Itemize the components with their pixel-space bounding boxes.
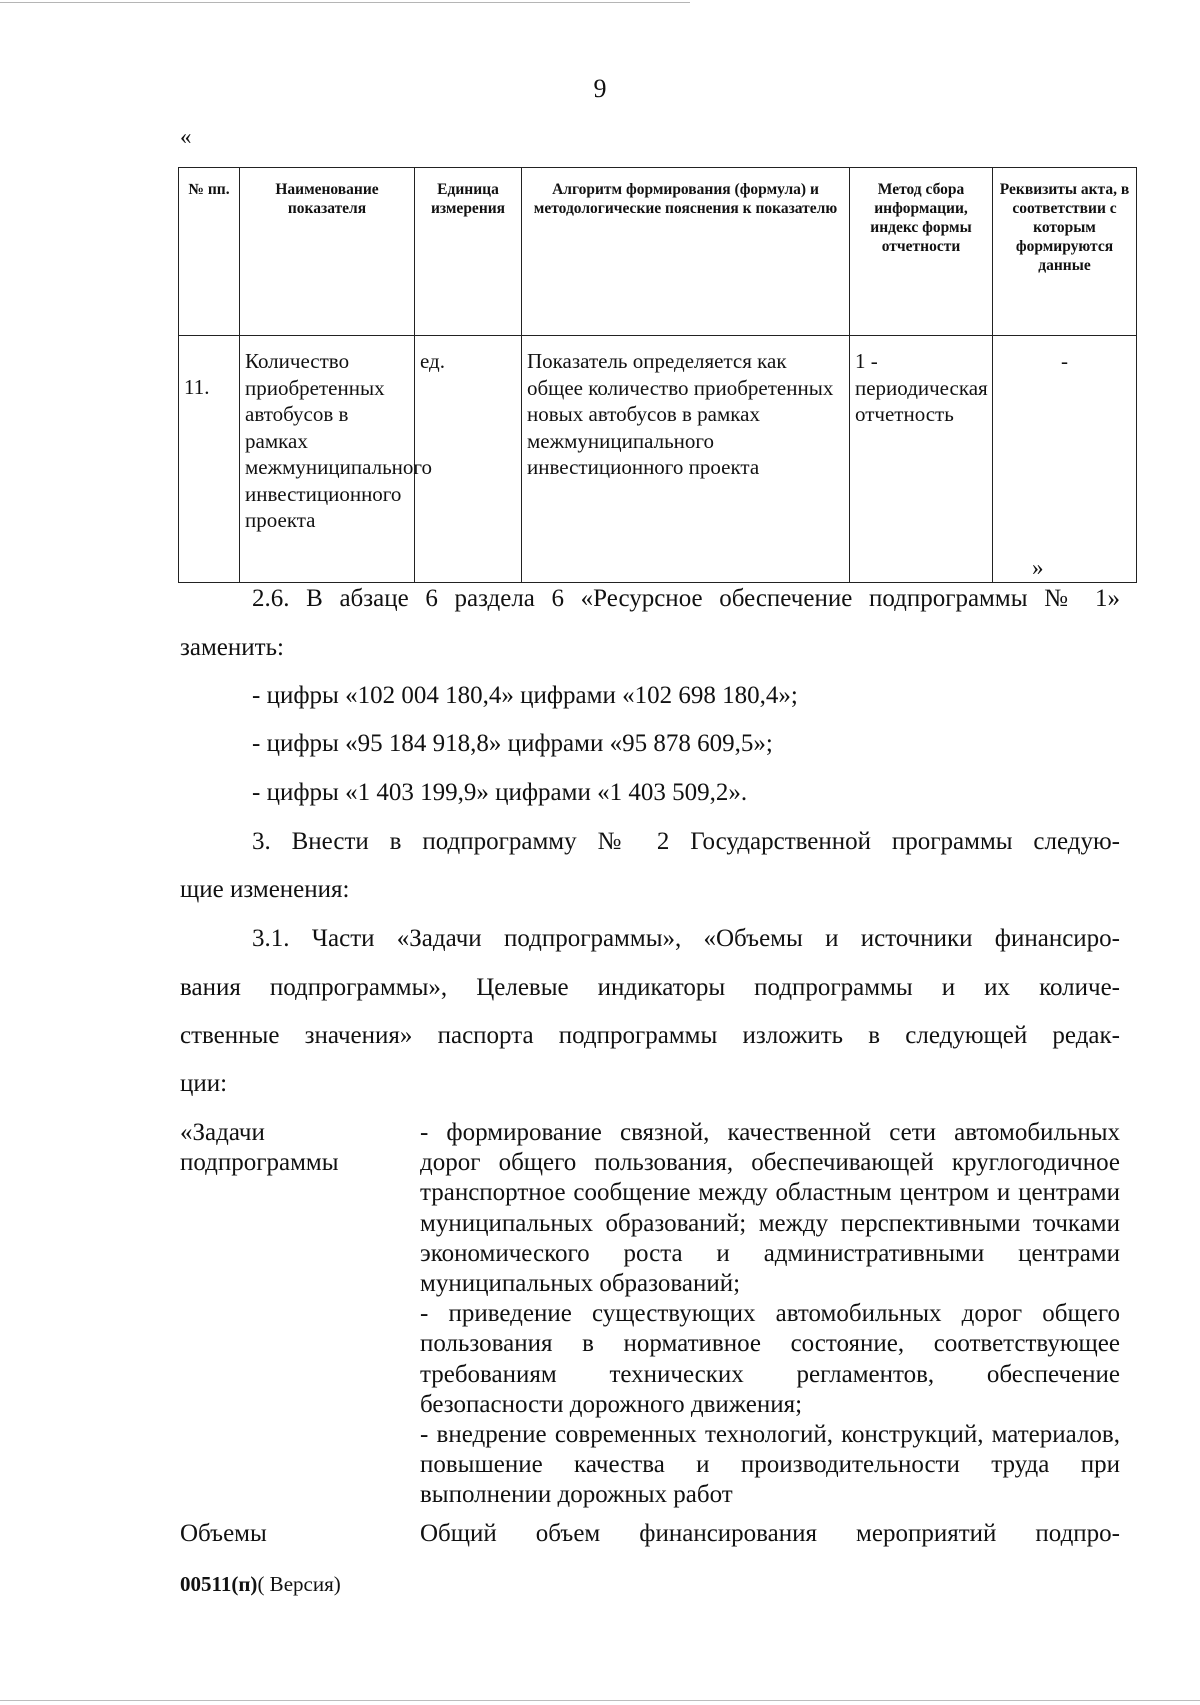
indicator-table (178, 167, 1137, 583)
passport-row-tasks (180, 1118, 1120, 1511)
paragraph-2-6-line2: заменить: (180, 634, 284, 661)
header-unit: Единица измерения (415, 168, 522, 336)
cell-algorithm: Показатель определяется как общее количество приобретенных новых автобусов в рамках межмуниципального инвестиционного проекта (522, 336, 850, 583)
document-version: ( Версия) (257, 1572, 341, 1596)
passport-label-tasks: «Задачи подпрограммы (180, 1119, 339, 1177)
passport-label-volume: Объемы (180, 1519, 267, 1547)
passport-section (180, 1118, 1120, 1549)
task-item: - приведение существующих автомобильных дорог общего пользования в нормативное состояние, соответствующее требованиям технических регламентов, обеспечение безопасности дорожного движения; (420, 1300, 1120, 1418)
paragraph-3-line1: 3. Внести в подпрограмму № 2 Государственной программы следую- (252, 828, 1120, 855)
paragraph-3-line2: щие изменения: (180, 876, 350, 903)
cell-method: 1 - периодическая отчетность (850, 336, 993, 583)
header-requisites: Реквизиты акта, в соответствии с которым формируются данные (993, 168, 1137, 336)
scan-edge-bottom (0, 1700, 1200, 1701)
table-close-quote: » (1032, 555, 1044, 580)
cell-indicator-name: Количество приобретенных автобусов в рамках межмуниципального инвестиционного проекта (240, 336, 415, 583)
table-header-row (179, 168, 1137, 336)
scan-edge-top (0, 2, 690, 3)
header-method: Метод сбора информации, индекс формы отчетности (850, 168, 993, 336)
change-item-3: - цифры «1 403 199,9» цифрами «1 403 509,2». (252, 779, 748, 806)
cell-number: 11. (179, 336, 240, 583)
paragraph-3-1-line1: 3.1. Части «Задачи подпрограммы», «Объемы и источники финансиро- (252, 925, 1120, 952)
cell-requisites: - (993, 336, 1137, 583)
paragraph-3-1-line2: вания подпрограммы», Целевые индикаторы подпрограммы и их количе- (180, 974, 1120, 1001)
footer (180, 1572, 341, 1597)
paragraph-3-1-line4: ции: (180, 1070, 228, 1097)
table-open-quote: « (180, 124, 192, 149)
cell-unit: ед. (415, 336, 522, 583)
passport-content-tasks (420, 1118, 1120, 1511)
table-row (179, 336, 1137, 583)
task-item: - внедрение современных технологий, конструкций, материалов, повышение качества и производительности труда при выполнении дорожных работ (420, 1421, 1120, 1509)
passport-row-volume (180, 1519, 1120, 1549)
paragraph-3-1-line3: ственные значения» паспорта подпрограммы изложить в следующей редак- (180, 1022, 1120, 1049)
change-item-2: - цифры «95 184 918,8» цифрами «95 878 609,5»; (252, 730, 773, 757)
header-algorithm: Алгоритм формирования (формула) и методологические пояснения к показателю (522, 168, 850, 336)
task-item: - формирование связной, качественной сети автомобильных дорог общего пользования, обеспечивающей круглогодичное транспортное сообщение между областным центром и центрами муниципальных образований; между перспективными точками экономического роста и административными центрами муниципальных образований; (420, 1119, 1120, 1298)
passport-content-volume: Общий объем финансирования мероприятий подпро- (420, 1519, 1120, 1547)
paragraph-2-6-line1: 2.6. В абзаце 6 раздела 6 «Ресурсное обеспечение подпрограммы № 1» (252, 585, 1120, 612)
change-item-1: - цифры «102 004 180,4» цифрами «102 698 180,4»; (252, 682, 798, 709)
document-code: 00511(п) (180, 1572, 258, 1596)
page-number: 9 (593, 74, 607, 103)
header-indicator-name: Наименование показателя (240, 168, 415, 336)
header-number: № пп. (179, 168, 240, 336)
